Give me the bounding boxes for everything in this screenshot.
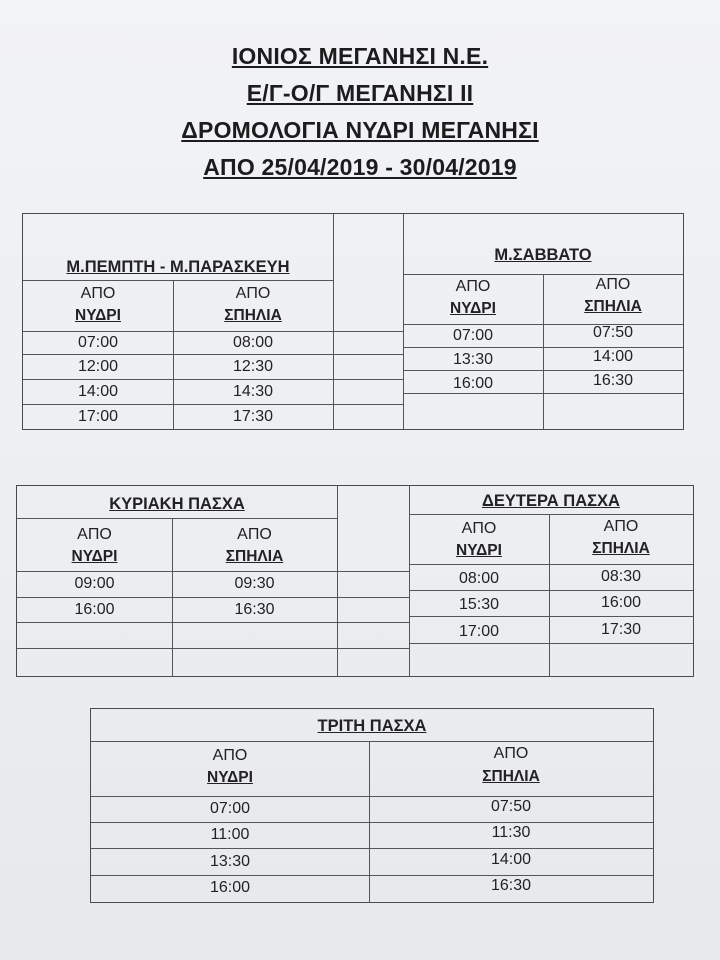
easter-mon-spilia-time: 17:30	[600, 621, 642, 638]
sat-nydri-label: ΝΥΔΡΙ	[450, 300, 496, 317]
date-range: ΑΠΟ 25/04/2019 - 30/04/2019	[203, 154, 517, 180]
vessel-name: Ε/Γ-Ο/Γ ΜΕΓΑΝΗΣΙ ΙΙ	[246, 80, 474, 106]
easter-sun-nydri-time: 09:00	[74, 575, 115, 592]
thu-fri-nydri-time: 12:00	[77, 358, 119, 375]
table-easter-tue	[90, 708, 654, 903]
route-title: ΔΡΟΜΟΛΟΓΙΑ ΝΥΔΡΙ ΜΕΓΑΝΗΣΙ	[181, 117, 539, 143]
easter-sun-spilia-time: 16:30	[234, 601, 275, 618]
sat-nydri-time: 16:00	[452, 375, 494, 392]
easter-tue-nydri-label: ΝΥΔΡΙ	[207, 769, 253, 786]
table-thu-fri-sat	[22, 213, 684, 430]
easter-mon-title: ΔΕΥΤΕΡΑ ΠΑΣΧΑ	[482, 492, 620, 510]
sat-apo-spilia: ΑΠΟ	[595, 276, 631, 293]
table-easter-sun-mon	[16, 485, 694, 677]
easter-tue-nydri-time: 07:00	[209, 800, 251, 817]
easter-sun-nydri-time: 16:00	[74, 601, 115, 618]
thu-fri-title: Μ.ΠΕΜΠΤΗ - Μ.ΠΑΡΑΣΚΕΥΗ	[66, 258, 290, 276]
thu-fri-spilia-time: 12:30	[232, 358, 274, 375]
easter-tue-spilia-label: ΣΠΗΛΙΑ	[482, 768, 540, 785]
easter-sun-title: ΚΥΡΙΑΚΗ ΠΑΣΧΑ	[109, 495, 245, 513]
thu-fri-apo-spilia: ΑΠΟ	[235, 285, 271, 302]
sat-spilia-time: 16:30	[592, 372, 634, 389]
thu-fri-nydri-label: ΝΥΔΡΙ	[75, 307, 121, 324]
easter-sun-nydri-label: ΝΥΔΡΙ	[71, 548, 118, 565]
easter-sun-spilia-time: 09:30	[234, 575, 275, 592]
easter-sun-spilia-label: ΣΠΗΛΙΑ	[225, 548, 284, 565]
sat-spilia-time: 14:00	[592, 348, 634, 365]
easter-tue-nydri-time: 16:00	[209, 879, 251, 896]
thu-fri-apo-nydri: ΑΠΟ	[80, 285, 116, 302]
company-name: ΙΟΝΙΟΣ ΜΕΓΑΝΗΣΙ Ν.Ε.	[231, 43, 489, 69]
thu-fri-spilia-time: 17:30	[232, 408, 274, 425]
easter-mon-spilia-time: 16:00	[600, 594, 642, 611]
thu-fri-spilia-time: 14:30	[232, 383, 274, 400]
easter-tue-title: ΤΡΙΤΗ ΠΑΣΧΑ	[317, 717, 427, 735]
easter-sun-apo-spilia: ΑΠΟ	[237, 526, 272, 543]
thu-fri-nydri-time: 14:00	[77, 383, 119, 400]
easter-tue-spilia-time: 14:00	[490, 851, 532, 868]
easter-tue-spilia-time: 16:30	[490, 877, 532, 894]
easter-sun-apo-nydri: ΑΠΟ	[77, 526, 112, 543]
easter-tue-spilia-time: 11:30	[491, 824, 531, 841]
easter-mon-nydri-time: 15:30	[458, 596, 500, 613]
thu-fri-spilia-label: ΣΠΗΛΙΑ	[224, 307, 282, 324]
notice-header	[0, 38, 720, 186]
thu-fri-spilia-time: 08:00	[232, 334, 274, 351]
easter-tue-apo-nydri: ΑΠΟ	[212, 747, 248, 764]
easter-tue-spilia-time: 07:50	[490, 798, 532, 815]
sat-title: Μ.ΣΑΒΒΑΤΟ	[494, 246, 592, 264]
sat-nydri-time: 07:00	[452, 327, 494, 344]
sat-nydri-time: 13:30	[452, 351, 494, 368]
easter-mon-nydri-label: ΝΥΔΡΙ	[456, 542, 502, 559]
easter-tue-apo-spilia: ΑΠΟ	[493, 745, 529, 762]
sat-apo-nydri: ΑΠΟ	[455, 278, 491, 295]
sat-spilia-time: 07:50	[592, 324, 634, 341]
easter-mon-apo-spilia: ΑΠΟ	[603, 518, 639, 535]
thu-fri-nydri-time: 07:00	[77, 334, 119, 351]
easter-mon-nydri-time: 17:00	[458, 623, 500, 640]
easter-mon-spilia-time: 08:30	[600, 568, 642, 585]
easter-mon-apo-nydri: ΑΠΟ	[461, 520, 497, 537]
sat-spilia-label: ΣΠΗΛΙΑ	[584, 298, 642, 315]
easter-mon-nydri-time: 08:00	[458, 570, 500, 587]
easter-tue-nydri-time: 11:00	[210, 826, 250, 843]
thu-fri-nydri-time: 17:00	[77, 408, 119, 425]
easter-tue-nydri-time: 13:30	[209, 853, 251, 870]
easter-mon-spilia-label: ΣΠΗΛΙΑ	[592, 540, 650, 557]
